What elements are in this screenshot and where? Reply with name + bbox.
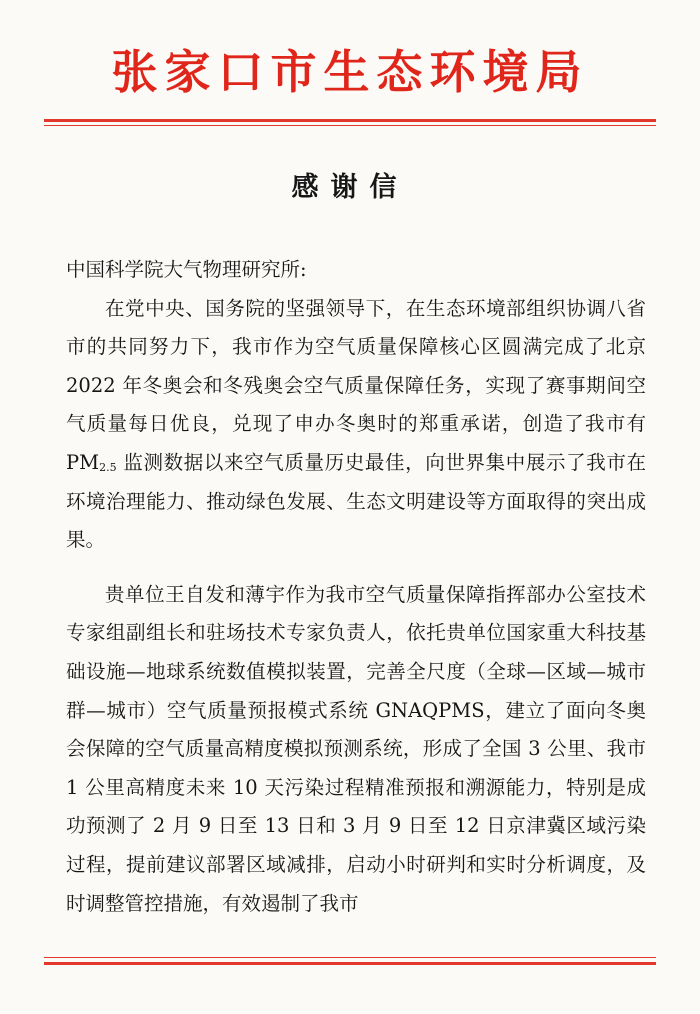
pm-subscript: 2.5 — [99, 460, 117, 474]
paragraph-1-part-1: 在党中央、国务院的坚强领导下，在生态环境部组织协调八省市的共同努力下，我市作为空气质量保障核心区圆满完成了北京 2022 年冬奥会和冬残奥会空气质量保障任务，实现了赛事期间空气质量每日优良，兑现了申办冬奥时的郑重承诺，创造了我市有 PM — [66, 296, 646, 474]
footer-rule-thin — [44, 957, 656, 958]
salutation: 中国科学院大气物理研究所: — [66, 258, 307, 281]
letter-title: 感谢信 — [291, 172, 409, 203]
paragraph-2: 贵单位王自发和薄宇作为我市空气质量保障指挥部办公室技术专家组副组长和驻场技术专家负责人，依托贵单位国家重大科技基础设施—地球系统数值模拟装置，完善全尺度（全球—区域—城市群—城市）空气质量预报模式系统 GNAQPMS，建立了面向冬奥会保障的空气质量高精度模拟预测系统，形成了全国 3 公里、我市 1 公里高精度未来 10 天污染过程精准预报和溯源能力，特别是成功预测了 2 月 9 日至 13 日和 3 月 9 日至 12 日京津冀区域污染过程，提前建议部署区域减排，启动小时研判和实时分析调度，及时调整管控措施，有效遏制了我市 — [66, 582, 646, 915]
header-rule-thick — [44, 119, 656, 122]
footer-rule-thick — [44, 962, 656, 965]
letter-body — [66, 251, 646, 923]
header-rule-thin — [44, 125, 656, 126]
paragraph-1 — [66, 290, 646, 560]
letterhead-org-name: 张家口市生态环境局 — [111, 45, 589, 99]
paragraph-1-part-2: 监测数据以来空气质量历史最佳，向世界集中展示了我市在环境治理能力、推动绿色发展、生态文明建设等方面取得的突出成果。 — [66, 450, 646, 552]
